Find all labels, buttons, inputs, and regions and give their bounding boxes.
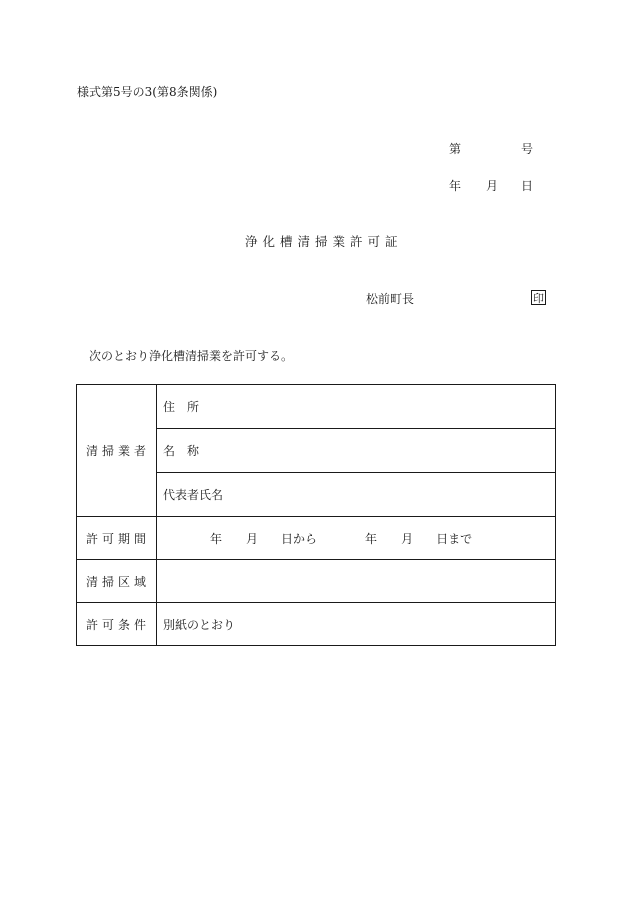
issue-date-day: 日 <box>521 179 534 193</box>
operator-name-field: 名 称 <box>157 429 556 473</box>
period-month-to: 月 <box>401 531 414 546</box>
table-row <box>77 517 556 560</box>
form-number: 様式第5号の3(第8条関係) <box>77 85 218 99</box>
period-day-to: 日まで <box>436 531 473 546</box>
operator-label: 清掃業者 <box>77 385 157 517</box>
permit-number-prefix: 第 <box>449 142 462 156</box>
issuer-name: 松前町長 <box>366 292 415 306</box>
table-row <box>77 603 556 646</box>
conditions-label: 許可条件 <box>77 603 157 646</box>
permit-table <box>76 384 556 646</box>
operator-address-field: 住 所 <box>157 385 556 429</box>
area-label: 清掃区域 <box>77 560 157 603</box>
period-year-from: 年 <box>210 531 223 546</box>
period-value <box>157 517 556 560</box>
conditions-value: 別紙のとおり <box>157 603 556 646</box>
area-value <box>157 560 556 603</box>
period-day-from: 日から <box>281 531 318 546</box>
table-row <box>77 385 556 429</box>
permit-number-suffix: 号 <box>521 142 534 156</box>
period-label: 許可期間 <box>77 517 157 560</box>
operator-representative-field: 代表者氏名 <box>157 473 556 517</box>
document-title: 浄化槽清掃業許可証 <box>245 234 403 249</box>
table-row <box>77 560 556 603</box>
period-month-from: 月 <box>246 531 259 546</box>
issue-date-year: 年 <box>449 179 462 193</box>
issue-date-month: 月 <box>486 179 499 193</box>
period-year-to: 年 <box>365 531 378 546</box>
seal-mark: 印 <box>533 292 544 305</box>
intro-text: 次のとおり浄化槽清掃業を許可する。 <box>89 349 294 363</box>
